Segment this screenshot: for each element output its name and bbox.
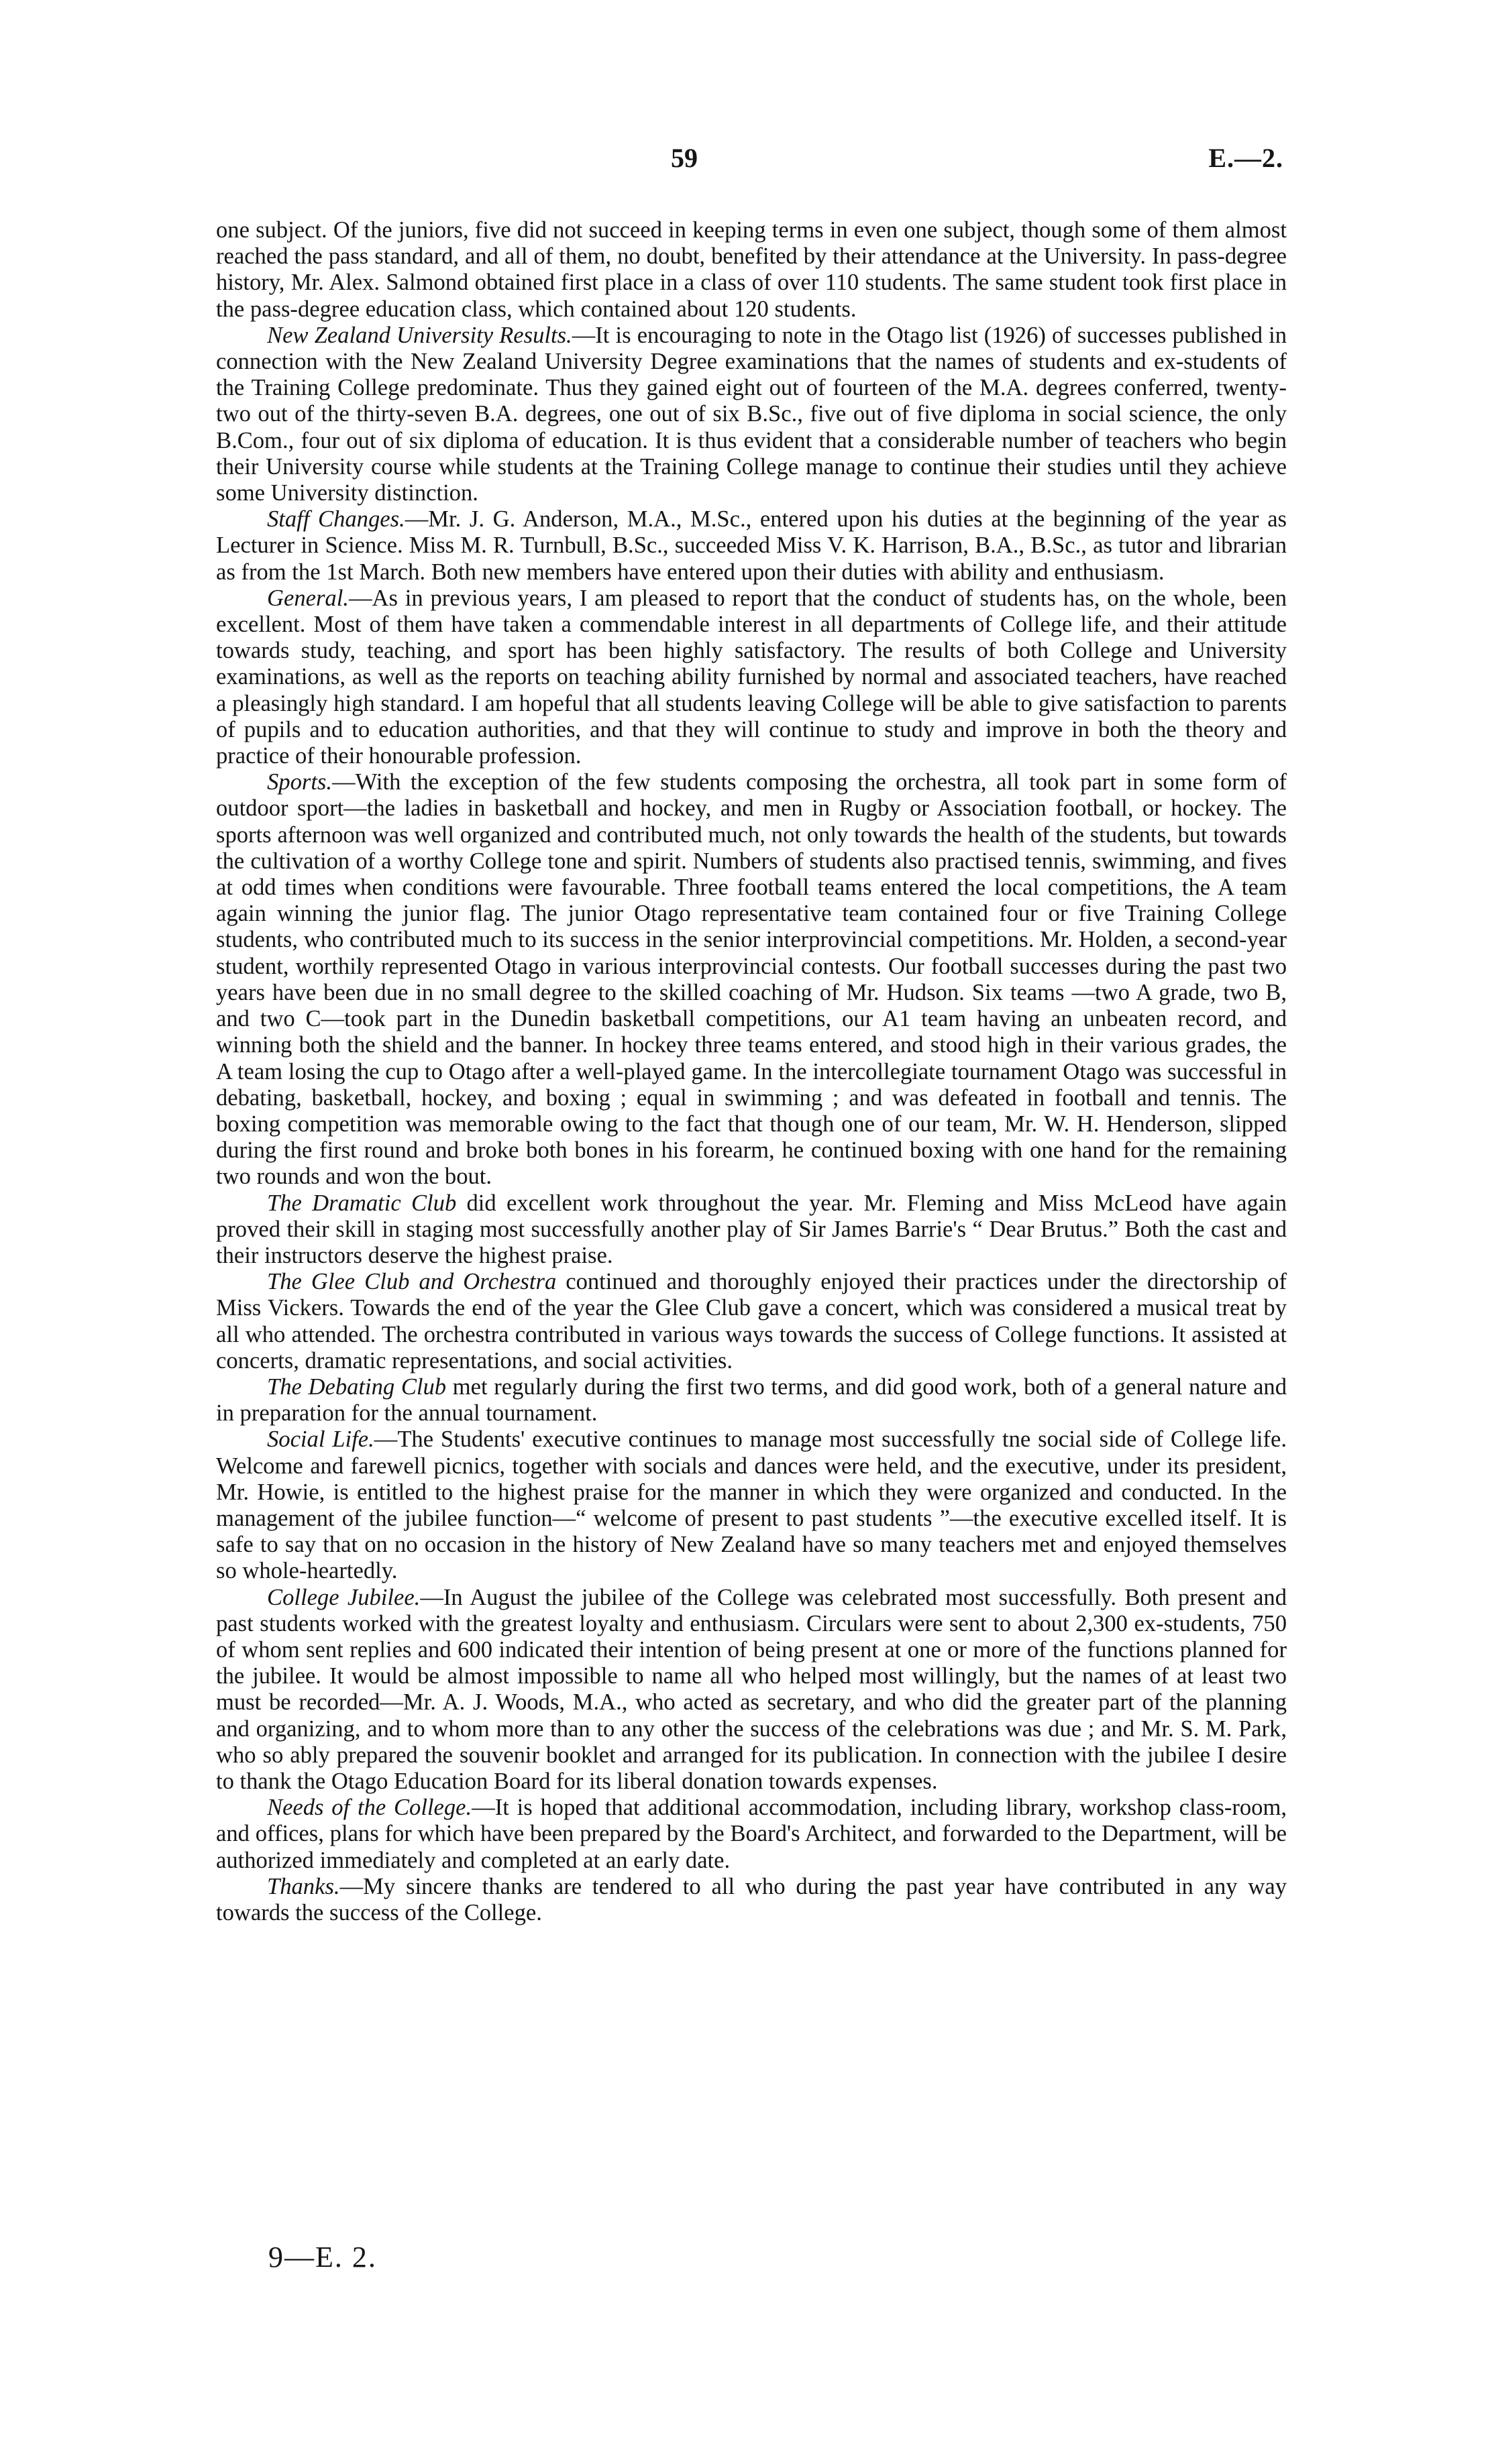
paragraph-dramatic-club (216, 1190, 1287, 1270)
paragraph-heading: The Glee Club and Orchestra (267, 1269, 557, 1295)
paragraph-text: —My sincere thanks are tendered to all who during the past year have contributed in any way towards the success of the College. (216, 1873, 1287, 1925)
paragraph-heading: Sports. (267, 769, 333, 795)
paragraph-text: —It is encouraging to note in the Otago list (1926) of successes published in connection with the New Zealand University Degree examinations that the names of students and ex-students of the Training College predominate. Thus they gained eight out of fourteen of the M.A. degrees conferred, twenty-two out of the thirty-seven B.A. degrees, one out of six B.Sc., five out of five diploma in social science, the only B.Com., four out of six diploma of education. It is thus evident that a considerable number of teachers who begin their University course while students at the Training College manage to continue their studies until they achieve some University distinction. (216, 322, 1287, 506)
paragraph-thanks (216, 1874, 1287, 1926)
paragraph-text: —With the exception of the few students composing the orchestra, all took part in some form of outdoor sport—the ladies in basketball and hockey, and men in Rugby or Association football, or hockey. The sports afternoon was well organized and contributed much, not only towards the health of the students, but towards the cultivation of a worthy College tone and spirit. Numbers of students also practised tennis, swimming, and fives at odd times when conditions were favourable. Three football teams entered the local competitions, the A team again winning the junior flag. The junior Otago representative team contained four or five Training College students, who contributed much to its success in the senior interprovincial competitions. Mr. Holden, a second-year student, worthily represented Otago in various interprovincial contests. Our football successes during the past two years have been due in no small degree to the skilled coaching of Mr. Hudson. Six teams —two A grade, two B, and two C—took part in the Dunedin basketball competitions, our A1 team having an unbeaten record, and winning both the shield and the banner. In hockey three teams entered, and stood high in their various grades, the A team losing the cup to Otago after a well-played game. In the intercollegiate tournament Otago was successful in debating, basketball, hockey, and boxing ; equal in swimming ; and was defeated in football and tennis. The boxing competition was memorable owing to the fact that though one of our team, Mr. W. H. Henderson, slipped during the first round and broke both bones in his forearm, he continued boxing with one hand for the remaining two rounds and won the bout. (216, 769, 1287, 1190)
document-reference: E.—2. (1208, 143, 1283, 173)
paragraph-general (216, 585, 1287, 769)
paragraph-text: —The Students' executive continues to manage most successfully tne social side of College life. Welcome and farewell picnics, together with socials and dances were held, and the executive, under its president, Mr. Howie, is entitled to the highest praise for the manner in which they were organized and conducted. In the management of the jubilee function—“ welcome of present to past students ”—the executive excelled itself. It is safe to say that on no occasion in the history of New Zealand have so many teachers met and enjoyed themselves so whole-heartedly. (216, 1426, 1287, 1584)
page-header (0, 142, 1490, 182)
paragraph-heading: Needs of the College. (267, 1795, 472, 1821)
paragraph-needs-of-the-college (216, 1795, 1287, 1874)
paragraph-staff-changes (216, 506, 1287, 585)
printer-signature-mark: 9—E. 2. (268, 2241, 377, 2274)
paragraph-text: —Mr. J. G. Anderson, M.A., M.Sc., entered upon his duties at the beginning of the year as Lecturer in Science. Miss M. R. Turnbull, B.Sc., succeeded Miss V. K. Harrison, B.A., B.Sc., as tutor and librarian as from the 1st March. Both new members have entered upon their duties with ability and enthusiasm. (216, 506, 1287, 585)
paragraph-heading: Staff Changes. (267, 506, 405, 533)
paragraph-debating-club (216, 1374, 1287, 1426)
paragraph-glee-club-orchestra (216, 1269, 1287, 1374)
paragraph-new-zealand-university-results (216, 323, 1287, 506)
paragraph-sports (216, 769, 1287, 1190)
report-body (216, 217, 1287, 1926)
paragraph-heading: General. (267, 585, 349, 611)
paragraph-social-life (216, 1426, 1287, 1584)
paragraph-text: —In August the jubilee of the College was celebrated most successfully. Both present and past students worked with the greatest loyalty and enthusiasm. Circulars were sent to about 2,300 ex-students, 750 of whom sent replies and 600 indicated their intention of being present at one or more of the functions planned for the jubilee. It would be almost impossible to name all who helped most willingly, but the names of at least two must be recorded—Mr. A. J. Woods, M.A., who acted as secretary, and who did the greater part of the planning and organizing, and to whom more than to any other the success of the celebrations was due ; and Mr. S. M. Park, who so ably prepared the souvenir booklet and arranged for its publication. In connection with the jubilee I desire to thank the Otago Education Board for its liberal donation towards expenses. (216, 1584, 1287, 1794)
paragraph-text: continued and thoroughly enjoyed their practices under the directorship of Miss Vickers. Towards the end of the year the Glee Club gave a concert, which was considered a musical treat by all who attended. The orchestra contributed in various ways towards the success of College functions. It assisted at concerts, dramatic representations, and social activities. (216, 1269, 1287, 1374)
paragraph-university-results-continued (216, 217, 1287, 323)
paragraph-text: did excellent work throughout the year. Mr. Fleming and Miss McLeod have again proved their skill in staging most successfully another play of Sir James Barrie's “ Dear Brutus.” Both the cast and their instructors deserve the highest praise. (216, 1190, 1287, 1268)
paragraph-heading: The Dramatic Club (267, 1190, 457, 1216)
paragraph-heading: The Debating Club (267, 1374, 447, 1400)
paragraph-text: met regularly during the first two terms, and did good work, both of a general nature and in preparation for the annual tournament. (216, 1374, 1287, 1426)
paragraph-text: —It is hoped that additional accommodation, including library, workshop class-room, and offices, plans for which have been prepared by the Board's Architect, and forwarded to the Department, will be authorized immediately and completed at an early date. (216, 1795, 1287, 1873)
paragraph-text: —As in previous years, I am pleased to report that the conduct of students has, on the whole, been excellent. Most of them have taken a commendable interest in all departments of College life, and their attitude towards study, teaching, and sport has been highly satisfactory. The results of both College and University examinations, as well as the reports on teaching ability furnished by normal and associated teachers, have reached a pleasingly high standard. I am hopeful that all students leaving College will be able to give satisfaction to parents of pupils and to education authorities, and that they will continue to study and improve in both the theory and practice of their honourable profession. (216, 585, 1287, 769)
paragraph-text: one subject. Of the juniors, five did not succeed in keeping terms in even one subject, though some of them almost reached the pass standard, and all of them, no doubt, benefited by their attendance at the University. In pass-degree history, Mr. Alex. Salmond obtained first place in a class of over 110 students. The same student took first place in the pass-degree education class, which contained about 120 students. (216, 217, 1287, 322)
paragraph-college-jubilee (216, 1585, 1287, 1795)
page-number: 59 (671, 143, 698, 173)
paragraph-heading: College Jubilee. (267, 1584, 421, 1610)
paragraph-heading: Thanks. (267, 1873, 340, 1899)
paragraph-heading: New Zealand University Results. (267, 322, 572, 348)
paragraph-heading: Social Life. (267, 1426, 374, 1453)
